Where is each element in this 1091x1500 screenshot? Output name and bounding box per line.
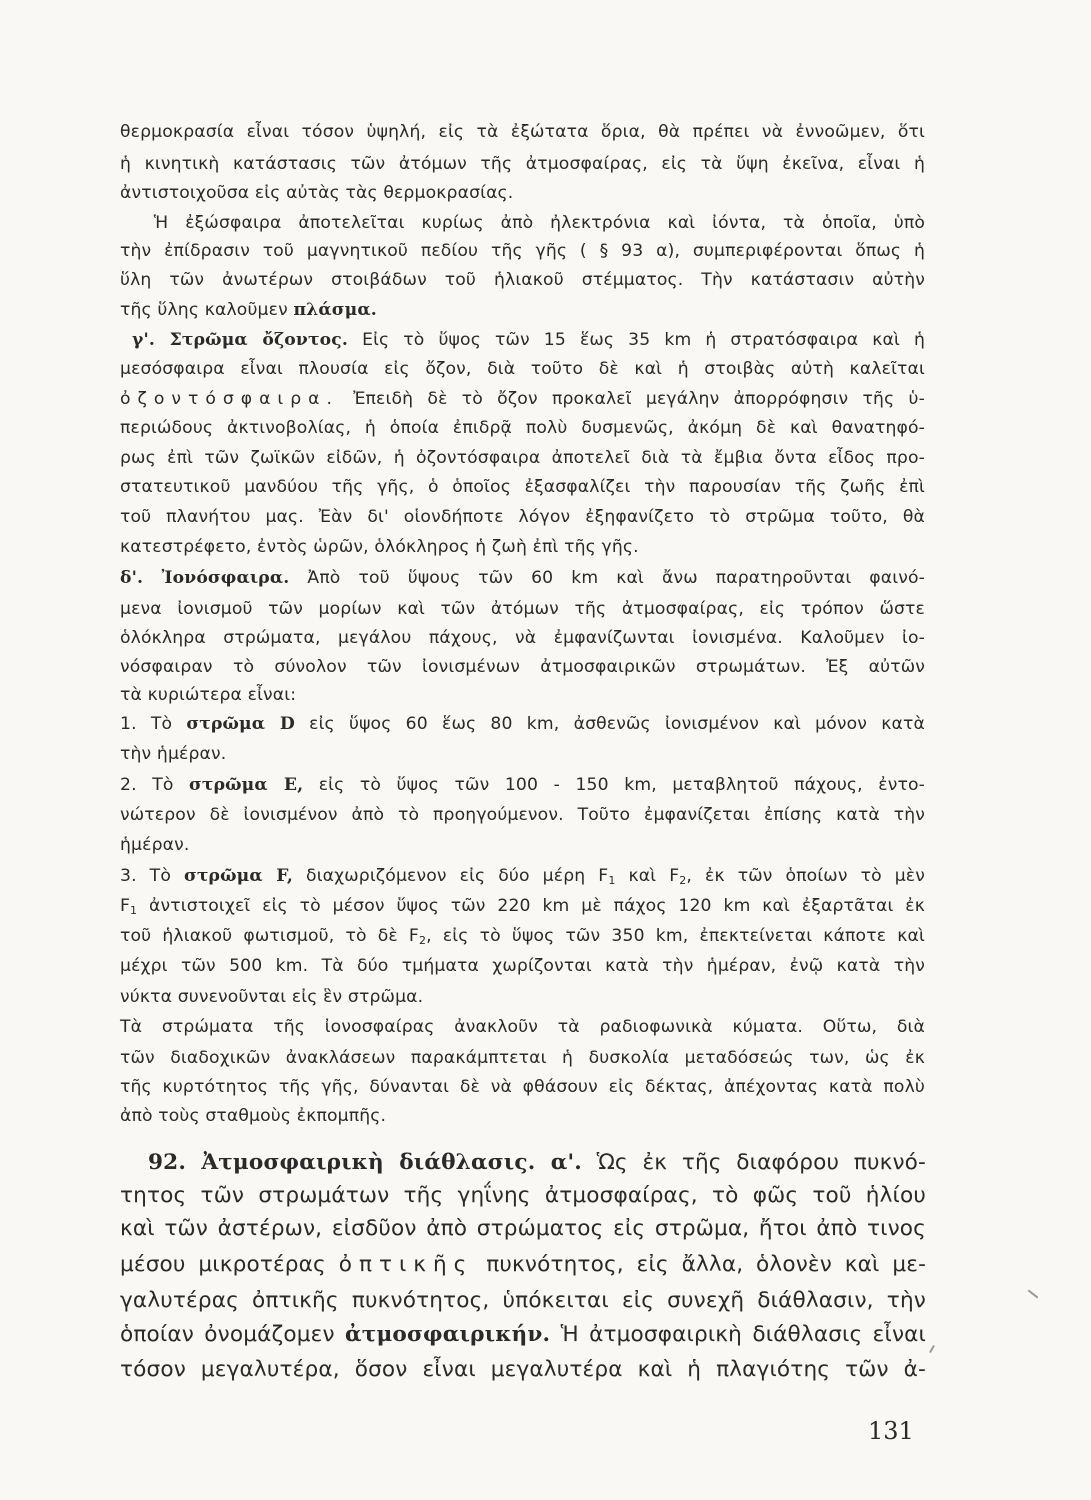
text-line: τῆς ὕλης καλοῦμεν πλάσμα. [120,300,377,320]
text-line: νύκτα συνενοῦνται εἰς ἓν στρῶμα. [120,987,424,1007]
term-ozonosphere: ὀζοντόσφαιρα. [120,389,339,409]
text-line: ἡμέραν. [120,835,190,855]
text-line: γ'. Στρῶμα ὄζοντος. Εἰς τὸ ὕψος τῶν 15 ἕως 35 km ἡ στρατόσφαιρα καὶ ἡ [132,330,925,350]
text-line: δ'. Ἰονόσφαιρα. Ἀπὸ τοῦ ὕψους τῶν 60 km καὶ ἄνω παρατηροῦνται φαινό- [120,568,925,588]
term-optical: ὀπτικῆς [338,1252,474,1277]
text-line: τῆς κυρτότητος τῆς γῆς, δύνανται δὲ νὰ φθάσουν εἰς δέκτας, ἀπέχοντας κατὰ πολὺ [120,1077,925,1097]
text-line: ἀντιστοιχοῦσα εἰς αὐτὰς τὰς θερμοκρασίας. [120,183,514,203]
text-line: τοῦ ἡλιακοῦ φωτισμοῦ, τὸ δὲ $F_2$, εἰς τὸ ὕψος τῶν 350 km, ἐπεκτείνεται κάποτε καὶ [120,926,925,947]
text-line: κατεστρέφετο, ἐντὸς ὡρῶν, ὁλόκληρος ἡ ζωὴ ἐπὶ τῆς γῆς. [120,537,639,557]
text-line: τὰ κυριώτερα εἶναι: [120,685,297,705]
section-heading-ozone: γ'. Στρῶμα ὄζοντος. [132,330,349,350]
text-line: ὁποίαν ὀνομάζομεν ἀτμοσφαιρικήν. Ἡ ἀτμοσφαιρικὴ διάθλασις εἶναι [120,1322,927,1347]
text-line: μενα ἰονισμοῦ τῶν μορίων καὶ τῶν ἀτόμων τῆς ἀτμοσφαίρας, εἰς τρόπον ὥστε [120,599,925,619]
text-line: $F_1$ ἀντιστοιχεῖ εἰς τὸ μέσον ὕψος τῶν 220 km μὲ πάχος 120 km καὶ ἐξαρτᾶται ἐκ [120,896,925,917]
list-item: 1. Τὸ στρῶμα D εἰς ὕψος 60 ἕως 80 km, ἀσθενῶς ἰονισμένον καὶ μόνον κατὰ [120,714,925,734]
page-number: 131 [868,1417,914,1445]
text-line: νώτερον δὲ ἰονισμένον ἀπὸ τὸ προηγούμενον. Τοῦτο ἐμφανίζεται ἐπίσης κατὰ τὴν [120,805,925,825]
term-layer-f: στρῶμα F, [184,866,294,886]
text-line: νόσφαιραν τὸ σύνολον τῶν ἰονισμένων ἀτμοσφαιρικῶν στρωμάτων. Ἐξ αὐτῶν [120,657,925,677]
text-line: Τὰ στρώματα τῆς ἰονοσφαίρας ἀνακλοῦν τὰ ραδιοφωνικὰ κύματα. Οὕτω, διὰ [120,1017,925,1037]
text-line: μεσόσφαιρα εἶναι πλουσία εἰς ὄζον, διὰ τοῦτο δὲ καὶ ἡ στοιβὰς αὐτὴ καλεῖται [120,359,925,379]
text-line: ρως ἐπὶ τῶν ζωϊκῶν εἰδῶν, ἡ ὀζοντόσφαιρα ἀποτελεῖ διὰ τὰ ἔμβια ὄντα εἶδος προ- [120,448,925,468]
text-line: τὴν ἐπίδρασιν τοῦ μαγνητικοῦ πεδίου τῆς γῆς ( § 93 α), συμπεριφέρονται ὅπως ἡ [120,241,925,261]
text-line: στατευτικοῦ μανδύου τῆς γῆς, ὁ ὁποῖος ἐξασφαλίζει τὴν παρουσίαν τῆς ζωῆς ἐπὶ [120,477,925,497]
term-plasma: πλάσμα. [293,300,377,320]
text-line: τὴν ἡμέραν. [120,744,227,764]
text-line: μέχρι τῶν 500 km. Τὰ δύο τμήματα χωρίζονται κατὰ τὴν ἡμέραν, ἐνῷ κατὰ τὴν [120,956,925,976]
text-line: ὁλόκληρα στρώματα, μεγάλου πάχους, νὰ ἐμφανίζωνται ἰονισμένα. Καλοῦμεν ἰο- [120,628,925,648]
section-heading-refraction: 92. Ἀτμοσφαιρικὴ διάθλασις. α'. [148,1150,582,1175]
term-layer-d: στρῶμα D [186,714,295,734]
term-atmospheric: ἀτμοσφαιρικήν. [345,1322,551,1347]
text-line: τητος τῶν στρωμάτων τῆς γηΐνης ἀτμοσφαίρας, τὸ φῶς τοῦ ἡλίου [120,1183,926,1208]
text-line: μέσου μικροτέρας ὀπτικῆς πυκνότητος, εἰς ἄλλα, ὁλονὲν καὶ με- [120,1252,927,1277]
text-line: τῶν διαδοχικῶν ἀνακλάσεων παρακάμπτεται ἡ δυσκολία μεταδόσεώς των, ὡς ἐκ [120,1048,925,1068]
text-line: ὕλη τῶν ἀνωτέρων στοιβάδων τοῦ ἡλιακοῦ στέμματος. Τὴν κατάστασιν αὐτὴν [120,270,925,290]
text-line: θερμοκρασία εἶναι τόσον ὑψηλή, εἰς τὰ ἐξώτατα ὅρια, θὰ πρέπει νὰ ἐννοῶμεν, ὅτι [120,122,925,142]
text-line: γαλυτέρας ὀπτικῆς πυκνότητος, ὑπόκειται εἰς συνεχῆ διάθλασιν, τὴν [120,1288,926,1313]
section-heading-ionosphere: δ'. Ἰονόσφαιρα. [120,568,290,588]
text-line: Ἡ ἐξώσφαιρα ἀποτελεῖται κυρίως ἀπὸ ἠλεκτρόνια καὶ ἰόντα, τὰ ὁποῖα, ὑπὸ [120,213,925,233]
term-layer-e: στρῶμα E, [189,775,304,795]
list-item: 2. Τὸ στρῶμα E, εἰς τὸ ὕψος τῶν 100 - 150 km, μεταβλητοῦ πάχους, ἐντο- [120,775,925,795]
text-line: ἀπὸ τοὺς σταθμοὺς ἐκπομπῆς. [120,1106,387,1126]
text-line: καὶ τῶν ἀστέρων, εἰσδῦον ἀπὸ στρώματος εἰς στρῶμα, ἤτοι ἀπὸ τινος [120,1216,926,1241]
margin-mark [929,1345,935,1353]
text-line: ὀζοντόσφαιρα. Ἐπειδὴ δὲ τὸ ὄζον προκαλεῖ μεγάλην ἀπορρόφησιν τῆς ὑ- [120,389,925,409]
list-item: 3. Τὸ στρῶμα F, διαχωριζόμενον εἰς δύο μέρη $F_1$ καὶ $F_2$, ἐκ τῶν ὁποίων τὸ μὲν [120,866,925,887]
text-line: τοῦ πλανήτου μας. Ἐὰν δι' οἱονδήποτε λόγον ἐξηφανίζετο τὸ στρῶμα τοῦτο, θὰ [120,507,925,527]
text-line: ἡ κινητικὴ κατάστασις τῶν ἀτόμων τῆς ἀτμοσφαίρας, εἰς τὰ ὕψη ἐκεῖνα, εἶναι ἡ [120,154,925,174]
text-line: 92. Ἀτμοσφαιρικὴ διάθλασις. α'. Ὡς ἐκ τῆς διαφόρου πυκνό- [148,1150,926,1175]
margin-mark [1028,1290,1039,1299]
text-line: τόσον μεγαλυτέρα, ὅσον εἶναι μεγαλυτέρα καὶ ἡ πλαγιότης τῶν ἀ- [120,1357,926,1382]
text-line: περιώδους ἀκτινοβολίας, ἡ ὁποία ἐπιδρᾷ πολὺ δυσμενῶς, ἀκόμη δὲ καὶ θανατηφό- [120,418,925,438]
